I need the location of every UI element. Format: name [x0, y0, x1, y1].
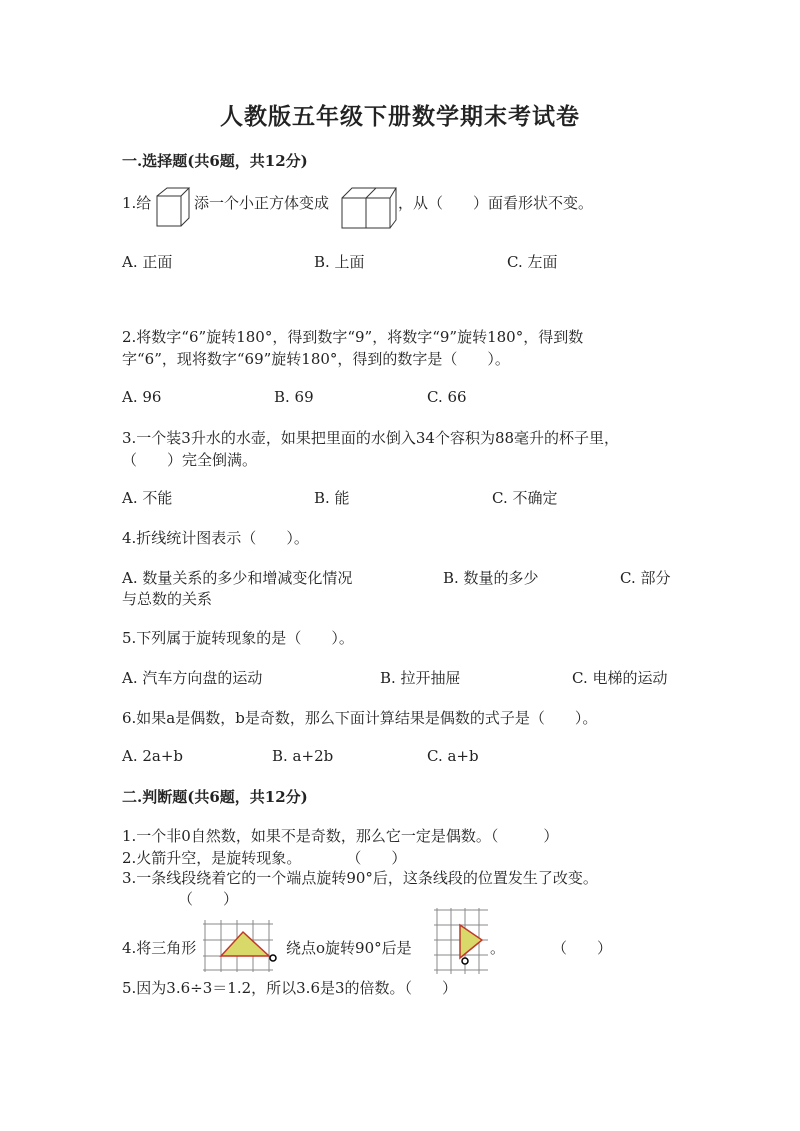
triangle-grid-after: [434, 908, 490, 974]
question-1: [122, 192, 151, 213]
q1-option-a: A. 正面: [122, 253, 173, 271]
q2-line-2: 字“6”，现将数字“69”旋转180°，得到的数字是（ ）。: [122, 350, 510, 368]
q2-option-a: A. 96: [122, 388, 162, 406]
section-heading-choice: 一.选择题(共6题，共12分): [122, 152, 308, 170]
q1-middle: 添一个小正方体变成: [194, 194, 330, 212]
q6-option-c: C. a+b: [427, 747, 479, 765]
section-heading-judgement: 二.判断题(共6题，共12分): [122, 788, 308, 806]
q2-option-c: C. 66: [427, 388, 467, 406]
judge-5: 5.因为3.6÷3＝1.2，所以3.6是3的倍数。（ ）: [122, 979, 458, 997]
q5-option-c: C. 电梯的运动: [572, 669, 668, 687]
q6-option-a: A. 2a+b: [122, 747, 184, 765]
q4-line-1: 4.折线统计图表示（ ）。: [122, 529, 309, 547]
judge-3-line-2: （ ）: [178, 890, 239, 908]
q3-line-2: （ ）完全倒满。: [122, 451, 258, 469]
q2-line-1: 2.将数字“6”旋转180°，得到数字“9”，将数字“9”旋转180°，得到数: [122, 328, 584, 346]
q3-option-b: B. 能: [314, 489, 350, 507]
q2-option-b: B. 69: [274, 388, 314, 406]
q5-line-1: 5.下列属于旋转现象的是（ ）。: [122, 629, 354, 647]
q1-prefix: 1.给: [122, 194, 152, 212]
q3-line-1: 3.一个装3升水的水壶，如果把里面的水倒入34个容积为88毫升的杯子里，: [122, 429, 620, 447]
q6-line-1: 6.如果a是偶数，b是奇数，那么下面计算结果是偶数的式子是（ ）。: [122, 709, 598, 727]
q6-option-b: B. a+2b: [272, 747, 334, 765]
q1-option-b: B. 上面: [314, 253, 365, 271]
q1-suffix: ，从（ ）面看形状不变。: [398, 194, 594, 212]
judge-2: 2.火箭升空，是旋转现象。 （ ）: [122, 849, 407, 867]
judge-4-suffix: 。: [490, 939, 506, 957]
triangle-grid-before: [203, 920, 283, 972]
q1-option-c: C. 左面: [507, 253, 558, 271]
q5-option-a: A. 汽车方向盘的运动: [122, 669, 263, 687]
judge-3-line-1: 3.一条线段绕着它的一个端点旋转90°后，这条线段的位置发生了改变。: [122, 869, 598, 887]
two-cubes-figure: [340, 186, 398, 230]
q3-option-a: A. 不能: [122, 489, 173, 507]
q4-option-c: C. 部分: [620, 569, 671, 587]
judge-4-middle: 绕点o旋转90°后是: [286, 939, 412, 957]
q4-option-c-wrap: 与总数的关系: [122, 590, 213, 608]
single-cube-figure: [155, 186, 191, 230]
page-title: 人教版五年级下册数学期末考试卷: [220, 103, 580, 130]
judge-4-prefix: 4.将三角形: [122, 939, 197, 957]
q3-option-c: C. 不确定: [492, 489, 558, 507]
judge-1: 1.一个非0自然数，如果不是奇数，那么它一定是偶数。（ ）: [122, 827, 559, 845]
q5-option-b: B. 拉开抽屉: [380, 669, 461, 687]
judge-4-paren: （ ）: [552, 939, 613, 957]
q4-option-a: A. 数量关系的多少和增减变化情况: [122, 569, 353, 587]
q4-option-b: B. 数量的多少: [443, 569, 539, 587]
